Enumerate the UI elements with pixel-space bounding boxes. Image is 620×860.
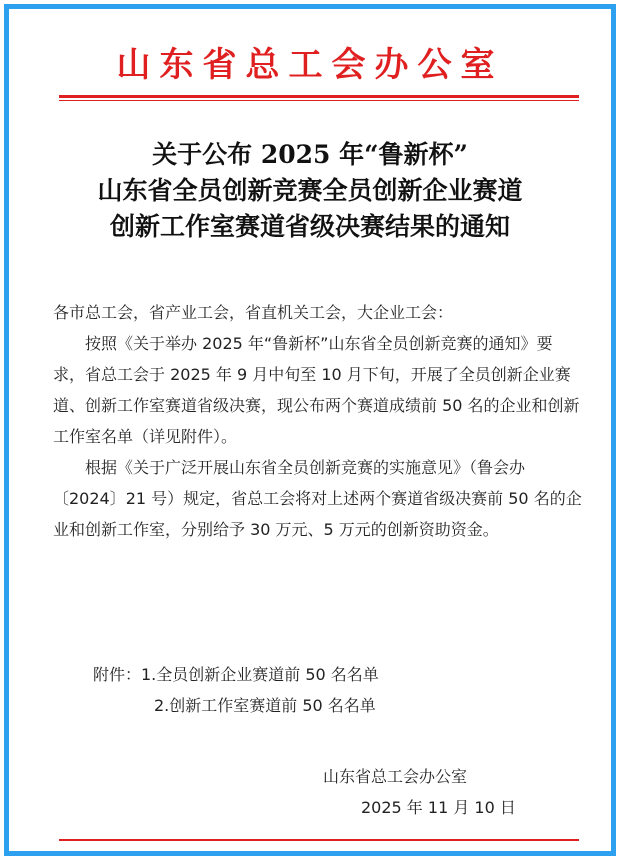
attachments-list [93, 659, 379, 721]
signature-date: 2025 年 11 月 10 日 [361, 798, 516, 817]
body-paragraph-1: 按照《关于举办 2025 年“鲁新杯”山东省全员创新竞赛的通知》要求，省总工会于 2025 年 9 月中旬至 10 月下旬，开展了全员创新企业赛道、创新工作室赛道省级决赛，现公布两个赛道成绩前 50 名的企业和创新工作室名单（详见附件）。 [53, 334, 580, 446]
salutation: 各市总工会，省产业工会，省直机关工会，大企业工会： [53, 303, 454, 322]
letterhead-rule-thin [59, 100, 579, 101]
attachment-item-1: 附件：1.全员创新企业赛道前 50 名名单 [93, 665, 379, 684]
signature-org: 山东省总工会办公室 [323, 767, 468, 786]
notice-body [53, 297, 583, 545]
notice-title-line-3: 创新工作室赛道省级决赛结果的通知 [109, 212, 510, 241]
notice-title [9, 137, 611, 245]
attachment-item-2: 2.创新工作室赛道前 50 名名单 [154, 696, 376, 715]
letterhead-rule-thick [59, 95, 579, 98]
notice-title-line-1: 关于公布 2025 年“鲁新杯” [152, 140, 468, 169]
document-frame [4, 4, 616, 856]
footer-rule [59, 839, 579, 841]
notice-title-line-2: 山东省全员创新竞赛全员创新企业赛道 [97, 176, 523, 205]
body-paragraph-2: 根据《关于广泛开展山东省全员创新竞赛的实施意见》（鲁会办〔2024〕21 号）规定，省总工会将对上述两个赛道省级决赛前 50 名的企业和创新工作室，分别给予 30 万元、5 万元的创新资助资金。 [53, 458, 582, 539]
letterhead-title: 山东省总工会办公室 [116, 45, 504, 85]
signature-block [323, 761, 516, 823]
